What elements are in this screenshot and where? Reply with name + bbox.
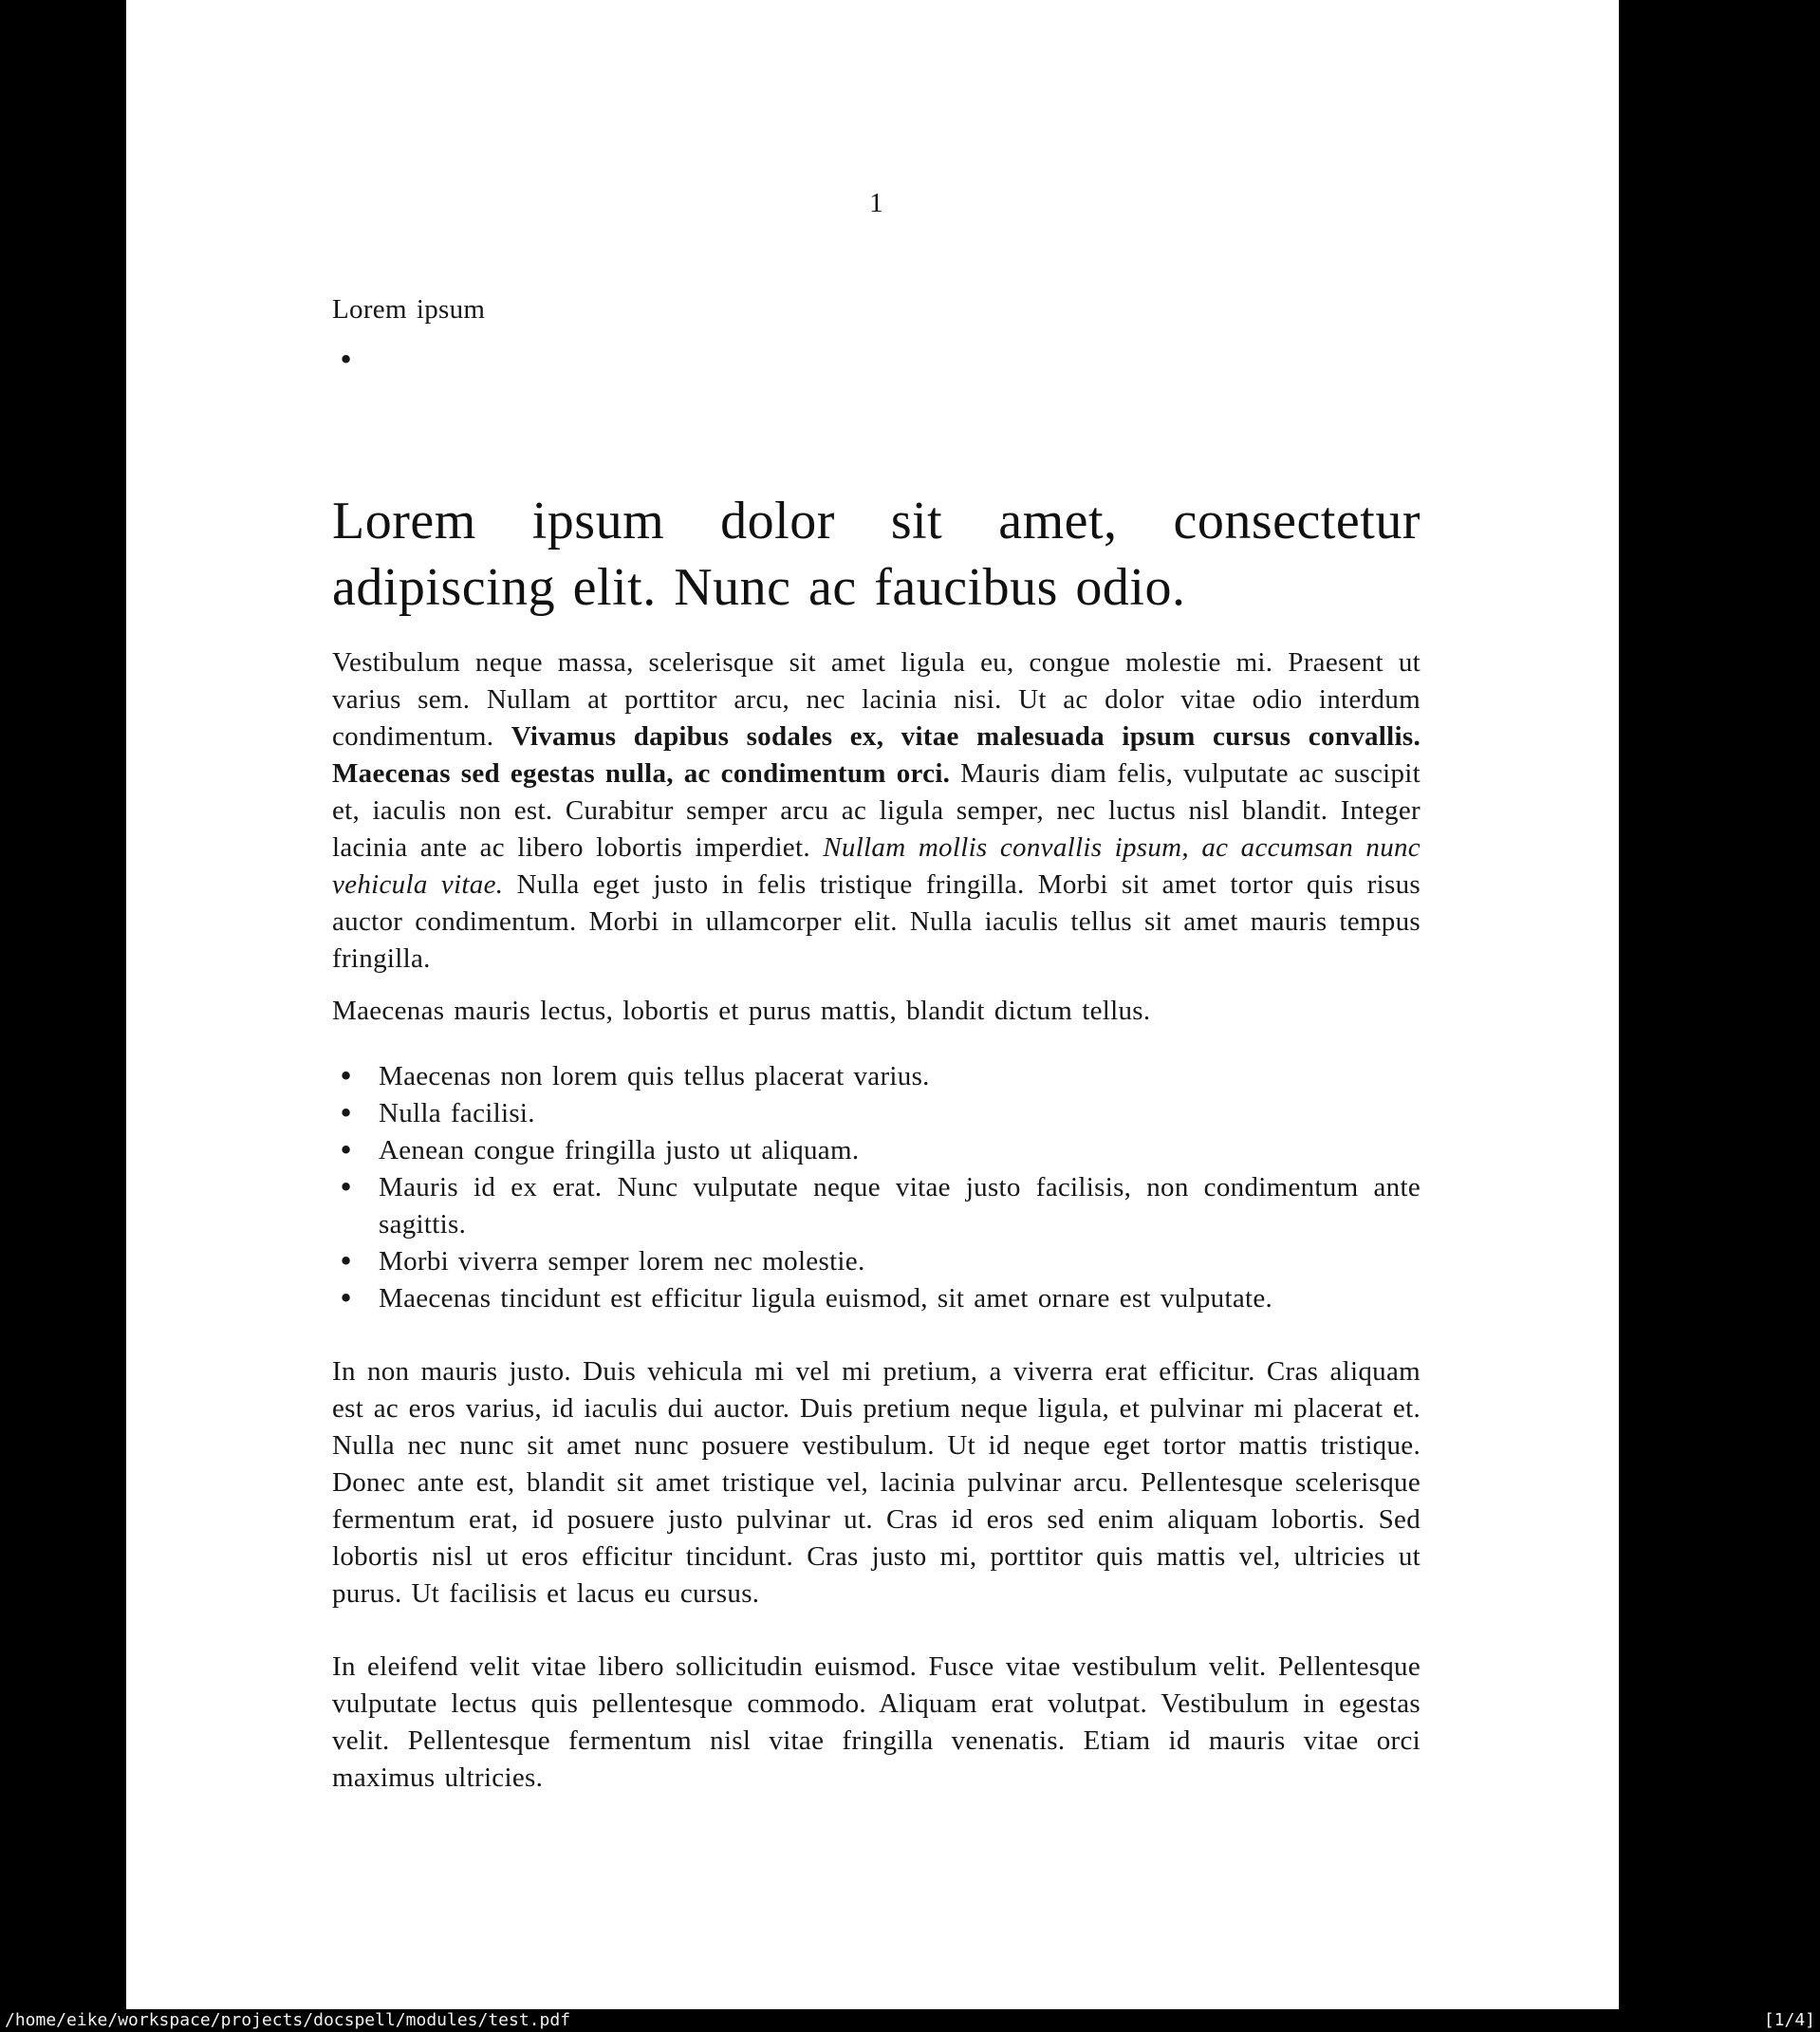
bullet-icon: •: [338, 344, 355, 376]
list-item-text: Aenean congue fringilla justo ut aliquam.: [379, 1135, 860, 1165]
pdf-page: [126, 0, 1619, 2009]
text-segment-normal: Nulla eget justo in felis tristique fringilla. Morbi sit amet tortor quis risus auctor condimentum. Morbi in ullamcorper elit. Nulla iaculis tellus sit amet mauris tempus fringilla.: [332, 869, 1421, 974]
text-column: [332, 0, 1421, 1797]
text-segment-bold: Vivamus dapibus sodales ex, vitae malesuada ipsum cursus convallis. Maecenas sed egestas nulla, ac condimentum orci.: [332, 721, 1421, 789]
list-item-text: Mauris id ex erat. Nunc vulputate neque vitae justo facilisis, non condimentum ante sagittis.: [379, 1172, 1421, 1240]
bullet-list: [332, 1058, 1421, 1317]
empty-list-item: [332, 342, 1421, 380]
bullet-icon: •: [338, 1245, 355, 1277]
list-item: [332, 1095, 1421, 1132]
file-path: /home/eike/workspace/projects/docspell/modules/test.pdf: [5, 2010, 571, 2030]
paragraph-in-non-mauris: In non mauris justo. Duis vehicula mi vel mi pretium, a viverra erat efficitur. Cras aliquam est ac eros varius, id iaculis dui auctor. Duis pretium neque ligula, et pulvinar mi placerat et. Nulla nec nunc sit amet nunc posuere vestibulum. Ut id neque eget tortor mattis tristique. Donec ante est, blandit sit amet tristique vel, lacinia pulvinar arcu. Pellentesque scelerisque fermentum erat, id posuere justo pulvinar ut. Cras id eros sed enim aliquam lobortis. Sed lobortis nisl ut eros efficitur tincidunt. Cras justo mi, porttitor quis mattis vel, ultricies ut purus. Ut facilisis et lacus eu cursus.: [332, 1356, 1421, 1609]
list-item-text: Nulla facilisi.: [379, 1098, 535, 1128]
list-item-text: Maecenas non lorem quis tellus placerat varius.: [379, 1061, 930, 1091]
bullet-icon: •: [338, 1171, 355, 1203]
list-item: [332, 1280, 1421, 1317]
bullet-icon: •: [338, 1134, 355, 1166]
intro-line: Lorem ipsum: [332, 294, 486, 325]
page-indicator: [1/4]: [1763, 2010, 1815, 2030]
paragraph-vestibulum: [332, 644, 1421, 978]
document-title: Lorem ipsum dolor sit amet, consectetur adipiscing elit. Nunc ac faucibus odio.: [332, 492, 1421, 617]
paragraph-maecenas-lectus: Maecenas mauris lectus, lobortis et purus mattis, blandit dictum tellus.: [332, 996, 1151, 1026]
list-item: [332, 1243, 1421, 1280]
paragraph-in-eleifend: In eleifend velit vitae libero sollicitudin euismod. Fusce vitae vestibulum velit. Pellentesque vulputate lectus quis pellentesque commodo. Aliquam erat volutpat. Vestibulum in egestas velit. Pellentesque fermentum nisl vitae fringilla venenatis. Etiam id mauris vitae orci maximus ultricies.: [332, 1651, 1421, 1793]
text-segment-normal: Mauris diam felis, vulputate ac suscipit et, iaculis non est. Curabitur semper arcu ac ligula semper, nec luctus nisl blandit. Integer lacinia ante ac libero lobortis imperdiet.: [332, 758, 1421, 863]
text-segment-italic: Nullam mollis convallis ipsum, ac accumsan nunc vehicula vitae.: [332, 832, 1421, 900]
page-number: 1: [869, 188, 883, 218]
bullet-icon: •: [338, 1060, 355, 1092]
status-bar: [0, 2009, 1820, 2032]
list-item: [332, 1132, 1421, 1169]
bullet-icon: •: [338, 1282, 355, 1314]
list-item-text: Maecenas tincidunt est efficitur ligula euismod, sit amet ornare est vulputate.: [379, 1283, 1273, 1314]
list-item: [332, 1058, 1421, 1095]
text-segment-normal: Vestibulum neque massa, scelerisque sit amet ligula eu, congue molestie mi. Praesent ut varius sem. Nullam at porttitor arcu, nec lacinia nisi. Ut ac dolor vitae odio interdum condimentum.: [332, 647, 1421, 752]
list-item-text: Morbi viverra semper lorem nec molestie.: [379, 1246, 865, 1277]
bullet-icon: •: [338, 1097, 355, 1129]
list-item: [332, 1169, 1421, 1243]
